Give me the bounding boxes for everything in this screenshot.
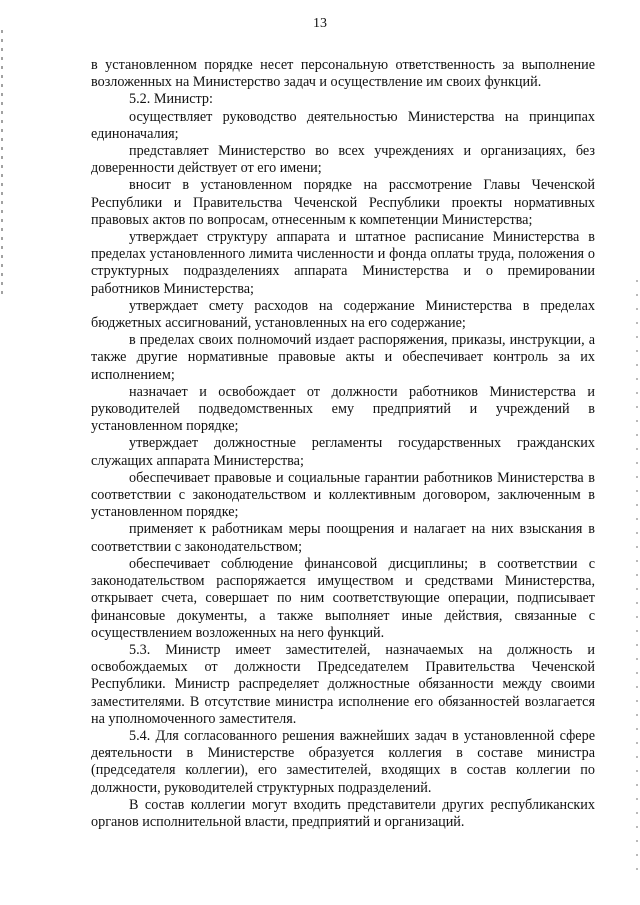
paragraph: утверждает структуру аппарата и штатное расписание Министерства в пределах установленного лимита численности и фонда оплаты труда, положения о структурных подразделениях аппарата Министерства и о премировании работников Министерства;: [91, 229, 595, 297]
scan-artifact-left: [1, 30, 3, 300]
section-heading-5-2: 5.2. Министр:: [129, 91, 213, 108]
paragraph: утверждает должностные регламенты государственных гражданских служащих аппарата Министерства;: [91, 435, 595, 469]
paragraph: осуществляет руководство деятельностью Министерства на принципах единоначалия;: [91, 108, 595, 142]
document-body: [91, 57, 595, 831]
paragraph: утверждает смету расходов на содержание Министерства в пределах бюджетных ассигнований, установленных на его содержание;: [91, 297, 595, 332]
paragraph: назначает и освобождает от должности работников Министерства и руководителей подведомственных ему предприятий и учреждений в установленном порядке;: [91, 383, 595, 435]
scan-artifact-right: [636, 280, 638, 880]
paragraph: применяет к работникам меры поощрения и налагает на них взыскания в соответствии с законодательством;: [91, 521, 595, 555]
paragraph: в пределах своих полномочий издает распоряжения, приказы, инструкции, а также другие нормативные правовые акты и обеспечивает контроль за их исполнением;: [91, 332, 595, 383]
paragraph: В состав коллегии могут входить представители других республиканских органов исполнительной власти, предприятий и организаций.: [91, 796, 595, 830]
section-5-4: 5.4. Для согласованного решения важнейших задач в установленной сфере деятельности в Министерстве образуется коллегия в составе министра (председателя коллегии), его заместителей, входящих в состав коллегии по должности, руководителей структурных подразделений.: [91, 727, 595, 796]
paragraph-continuation: в установленном порядке несет персональную ответственность за выполнение возложенных на Министерство задач и осуществление им своих функций.: [91, 57, 595, 91]
paragraph: обеспечивает правовые и социальные гарантии работников Министерства в соответствии с законодательством и коллективным договором, заключенным в установленном порядке;: [91, 469, 595, 521]
page-number: 13: [313, 16, 327, 31]
paragraph: представляет Министерство во всех учреждениях и организациях, без доверенности действует от его имени;: [91, 143, 595, 177]
section-5-3: 5.3. Министр имеет заместителей, назначаемых на должность и освобождаемых от должности Председателем Правительства Чеченской Республики. Министр распределяет должностные обязанности между своими заместителями. В отсутствие министра исполнение его обязанностей возлагается на уполномоченного заместителя.: [91, 641, 595, 727]
paragraph: вносит в установленном порядке на рассмотрение Главы Чеченской Республики и Правительства Чеченской Республики проекты нормативных правовых актов по вопросам, отнесенным к компетенции Министерства;: [91, 177, 595, 228]
paragraph: обеспечивает соблюдение финансовой дисциплины; в соответствии с законодательством распоряжается имуществом и средствами Министерства, открывает счета, совершает по ним соответствующие операции, подписывает финансовые документы, а также выполняет иные действия, связанные с осуществлением возложенных на него функций.: [91, 555, 595, 641]
